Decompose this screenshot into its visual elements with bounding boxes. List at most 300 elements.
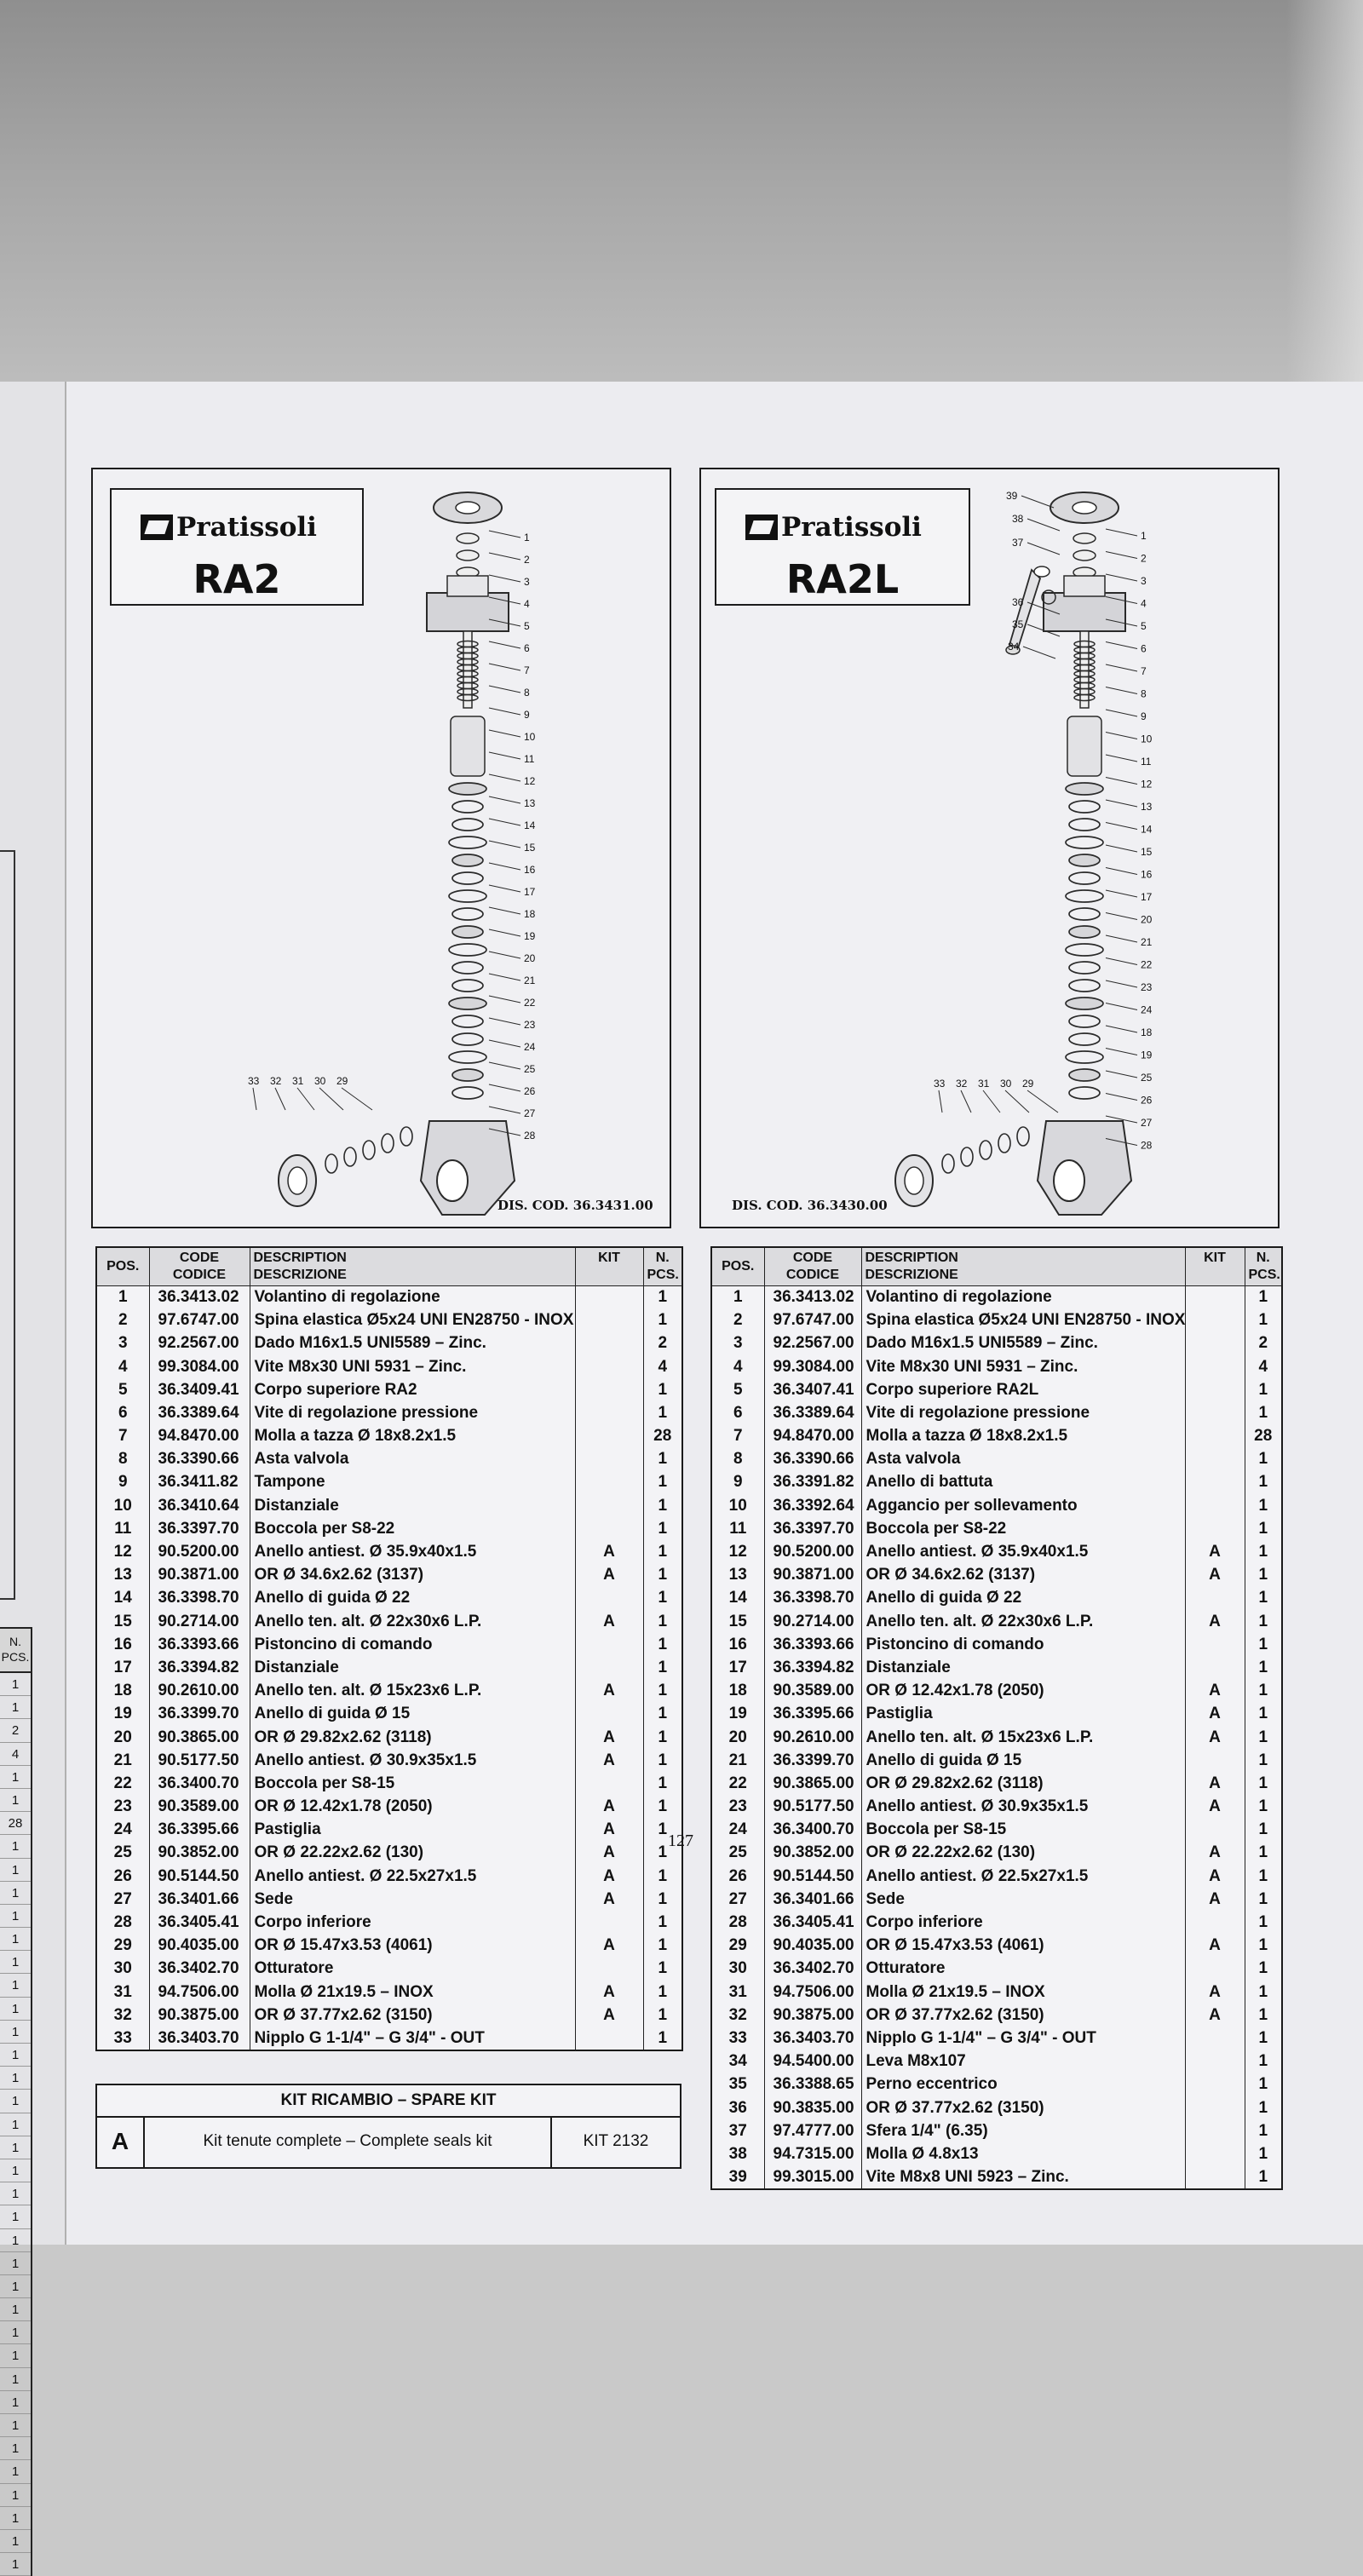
pos-cell: 28	[96, 1912, 149, 1935]
kit-cell	[575, 1657, 643, 1680]
table-row	[96, 1425, 682, 1448]
pos-cell: 10	[96, 1494, 149, 1517]
kit-cell: A	[575, 1749, 643, 1772]
callout-label: 30	[314, 1075, 326, 1087]
table-row	[96, 1286, 682, 1309]
handwheel-hub	[1073, 502, 1096, 514]
code-cell: 90.2610.00	[764, 1726, 861, 1749]
lower-body-shape	[1038, 1121, 1131, 1215]
ring-shape	[1069, 908, 1100, 920]
pos-cell: 33	[711, 2027, 764, 2050]
kit-cell	[1185, 1332, 1245, 1355]
description-cell: Asta valvola	[861, 1448, 1185, 1471]
table-row	[96, 1309, 682, 1332]
table-row	[711, 1958, 1282, 1981]
pcs-cell: 1	[1245, 2073, 1282, 2096]
callout-leader-line	[1027, 1090, 1058, 1113]
code-cell: 36.3400.70	[149, 1772, 250, 1795]
code-cell: 90.3852.00	[149, 1842, 250, 1865]
table-row	[96, 1587, 682, 1610]
pos-cell: 30	[711, 1958, 764, 1981]
pos-cell: 32	[711, 2004, 764, 2027]
previous-page-pcs-cell: 1	[0, 2044, 31, 2067]
callout-label: 5	[1141, 620, 1147, 632]
pos-cell: 11	[711, 1517, 764, 1540]
description-cell: Nipplo G 1-1/4" – G 3/4" - OUT	[250, 2027, 575, 2050]
kit-cell	[1185, 1633, 1245, 1656]
description-cell: Volantino di regolazione	[250, 1286, 575, 1309]
callout-leader-line	[489, 996, 520, 1003]
description-cell: OR Ø 15.47x3.53 (4061)	[861, 1935, 1185, 1958]
callout-label: 32	[956, 1078, 968, 1090]
code-cell: 90.3875.00	[149, 2004, 250, 2027]
ra2-model-title: RA2	[193, 556, 281, 602]
kit-cell	[1185, 2142, 1245, 2165]
kit-cell	[1185, 1471, 1245, 1494]
pos-cell: 12	[96, 1541, 149, 1564]
pcs-cell: 1	[643, 1286, 682, 1309]
callout-label: 21	[524, 975, 536, 986]
check-valve-part-shape	[998, 1134, 1010, 1153]
callout-label: 12	[1141, 778, 1153, 791]
callout-label: 8	[524, 687, 530, 699]
code-cell: 36.3413.02	[149, 1286, 250, 1309]
table-row	[711, 1286, 1282, 1309]
ring-shape	[1069, 1069, 1100, 1081]
pos-cell: 4	[711, 1355, 764, 1378]
kit-cell: A	[575, 1610, 643, 1633]
ra2l-model-title: RA2L	[785, 556, 900, 602]
check-valve-part-shape	[1017, 1127, 1029, 1146]
ring-shape	[449, 783, 486, 795]
table-row	[711, 1494, 1282, 1517]
table-row	[96, 1912, 682, 1935]
kit-cell	[575, 1378, 643, 1401]
pos-cell: 27	[96, 1888, 149, 1911]
pos-cell: 18	[96, 1680, 149, 1703]
table-header-row	[96, 1247, 682, 1286]
ring-shape	[1066, 837, 1103, 848]
table-row	[96, 1772, 682, 1795]
callout-label: 15	[524, 842, 536, 854]
pos-cell: 13	[711, 1564, 764, 1587]
ring-shape	[452, 1033, 483, 1045]
callout-leader-line	[1106, 1026, 1137, 1032]
callout-leader-line	[1106, 845, 1137, 852]
description-header	[250, 1247, 575, 1286]
callout-label: 13	[524, 797, 536, 809]
code-cell: 36.3388.65	[764, 2073, 861, 2096]
pcs-cell: 1	[1245, 1309, 1282, 1332]
callout-leader-line	[1106, 868, 1137, 875]
callout-label: 20	[524, 952, 536, 964]
pos-cell: 32	[96, 2004, 149, 2027]
pos-cell: 25	[711, 1842, 764, 1865]
table-row	[96, 1471, 682, 1494]
description-cell: Sede	[861, 1888, 1185, 1911]
code-cell: 36.3389.64	[764, 1401, 861, 1424]
kit-cell	[575, 1494, 643, 1517]
pcs-cell: 1	[643, 1494, 682, 1517]
pos-cell: 11	[96, 1517, 149, 1540]
code-cell: 36.3401.66	[764, 1888, 861, 1911]
code-cell: 99.3084.00	[764, 1355, 861, 1378]
pos-cell: 13	[96, 1564, 149, 1587]
table-row	[711, 1726, 1282, 1749]
callout-leader-line	[1106, 755, 1137, 762]
previous-page-pcs-cell: 1	[0, 2205, 31, 2228]
description-cell: Corpo superiore RA2L	[861, 1378, 1185, 1401]
kit-header: KIT	[1185, 1247, 1245, 1286]
ring-shape	[452, 980, 483, 992]
code-header-it: CODICE	[172, 1268, 227, 1282]
code-cell: 90.5177.50	[764, 1796, 861, 1819]
previous-page-pcs-cell: 1	[0, 2113, 31, 2136]
spare-kit-title: KIT RICAMBIO – SPARE KIT	[97, 2085, 680, 2118]
callout-label: 32	[270, 1075, 282, 1087]
description-cell: Anello antiest. Ø 30.9x35x1.5	[250, 1749, 575, 1772]
callout-leader-line	[489, 752, 520, 759]
pcs-cell: 1	[1245, 1865, 1282, 1888]
callout-leader-line	[489, 553, 520, 560]
callout-label: 2	[524, 554, 530, 566]
ring-shape	[1066, 998, 1103, 1009]
ra2l-brand-name: Pratissoli	[781, 512, 922, 543]
pcs-cell: 1	[643, 1935, 682, 1958]
callout-leader-line	[489, 686, 520, 693]
previous-page-pcs-cell: 1	[0, 2414, 31, 2437]
ring-shape	[452, 801, 483, 813]
pcs-cell: 1	[1245, 1842, 1282, 1865]
pos-cell: 16	[96, 1633, 149, 1656]
code-cell: 90.2610.00	[149, 1680, 250, 1703]
ring-shape	[1069, 872, 1100, 884]
pos-cell: 20	[711, 1726, 764, 1749]
description-cell: Anello antiest. Ø 35.9x40x1.5	[250, 1541, 575, 1564]
pcs-cell: 1	[1245, 2004, 1282, 2027]
description-cell: Tampone	[250, 1471, 575, 1494]
piston-shape	[1067, 716, 1101, 776]
ra2-drawing-code: DIS. COD. 36.3431.00	[497, 1198, 653, 1213]
description-cell: OR Ø 37.77x2.62 (3150)	[250, 2004, 575, 2027]
pos-cell: 27	[711, 1888, 764, 1911]
description-cell: Sede	[250, 1888, 575, 1911]
ring-shape	[1066, 890, 1103, 902]
pcs-cell: 1	[643, 1981, 682, 2004]
previous-page-pcs-cell: 1	[0, 1951, 31, 1974]
table-row	[96, 1680, 682, 1703]
previous-page-pcs-cell: 1	[0, 1789, 31, 1812]
pcs-cell: 2	[1245, 1332, 1282, 1355]
pcs-cell: 1	[643, 1471, 682, 1494]
pos-cell: 8	[711, 1448, 764, 1471]
ring-shape	[1069, 962, 1100, 974]
pcs-cell: 4	[1245, 1355, 1282, 1378]
description-header-it: DESCRIZIONE	[865, 1268, 958, 1282]
kit-cell: A	[1185, 1541, 1245, 1564]
code-cell: 90.5200.00	[149, 1541, 250, 1564]
pcs-cell: 1	[643, 1726, 682, 1749]
pcs-cell: 1	[643, 1819, 682, 1842]
ring-shape	[1069, 980, 1100, 992]
callout-leader-line	[1106, 529, 1137, 536]
ring-shape	[449, 837, 486, 848]
kit-cell	[1185, 1494, 1245, 1517]
description-cell: Aggancio per sollevamento	[861, 1494, 1185, 1517]
callout-leader-line	[1106, 1003, 1137, 1010]
callout-label: 33	[934, 1078, 946, 1090]
kit-cell	[575, 1703, 643, 1726]
pcs-header-1: N.	[655, 1251, 670, 1265]
kit-cell	[1185, 1958, 1245, 1981]
pcs-header-1: N.	[1256, 1251, 1270, 1265]
kit-cell	[1185, 1425, 1245, 1448]
code-cell: 36.3401.66	[149, 1888, 250, 1911]
description-cell: Anello di guida Ø 15	[250, 1703, 575, 1726]
kit-cell: A	[1185, 1981, 1245, 2004]
description-cell: Molla Ø 4.8x13	[861, 2142, 1185, 2165]
pos-cell: 19	[96, 1703, 149, 1726]
ring-shape	[452, 854, 483, 866]
table-row	[96, 1633, 682, 1656]
ring-shape	[1069, 801, 1100, 813]
ring-shape	[1069, 926, 1100, 938]
table-row	[711, 1355, 1282, 1378]
table-row	[711, 2073, 1282, 2096]
pcs-cell: 1	[643, 2004, 682, 2027]
ring-shape	[1066, 1051, 1103, 1063]
description-cell: Anello ten. alt. Ø 22x30x6 L.P.	[861, 1610, 1185, 1633]
pos-cell: 29	[96, 1935, 149, 1958]
pcs-cell: 1	[643, 1633, 682, 1656]
description-header-en: DESCRIPTION	[865, 1251, 958, 1265]
pos-cell: 2	[96, 1309, 149, 1332]
table-row	[96, 1517, 682, 1540]
kit-cell	[1185, 1309, 1245, 1332]
description-cell: Vite di regolazione pressione	[861, 1401, 1185, 1424]
pos-cell: 19	[711, 1703, 764, 1726]
upper-body-boss	[1064, 576, 1105, 596]
kit-header: KIT	[575, 1247, 643, 1286]
pos-cell: 5	[96, 1378, 149, 1401]
pos-cell: 31	[711, 1981, 764, 2004]
description-cell: Anello antiest. Ø 35.9x40x1.5	[861, 1541, 1185, 1564]
description-cell: Molla a tazza Ø 18x8.2x1.5	[250, 1425, 575, 1448]
code-cell: 36.3399.70	[764, 1749, 861, 1772]
lever-shape	[1009, 570, 1040, 648]
callout-leader-line	[489, 885, 520, 892]
pcs-cell: 1	[643, 1564, 682, 1587]
previous-page-pcs-cell: 1	[0, 2507, 31, 2530]
previous-page-pcs-cell: 2	[0, 1719, 31, 1742]
kit-cell: A	[1185, 1796, 1245, 1819]
table-row	[96, 1378, 682, 1401]
callout-leader-line	[489, 664, 520, 670]
callout-label: 23	[524, 1019, 536, 1031]
code-cell: 90.3871.00	[149, 1564, 250, 1587]
pos-cell: 1	[96, 1286, 149, 1309]
code-cell: 90.3589.00	[149, 1796, 250, 1819]
kit-cell	[575, 2027, 643, 2050]
pcs-cell: 1	[1245, 1935, 1282, 1958]
kit-cell	[575, 1633, 643, 1656]
description-header-en: DESCRIPTION	[253, 1251, 347, 1265]
table-row	[711, 2096, 1282, 2119]
callout-leader-line	[489, 796, 520, 803]
callout-label: 24	[524, 1041, 536, 1053]
description-cell: Molla Ø 21x19.5 – INOX	[861, 1981, 1185, 2004]
description-cell: Anello di guida Ø 22	[861, 1587, 1185, 1610]
callout-label: 2	[1141, 552, 1147, 565]
description-cell: OR Ø 34.6x2.62 (3137)	[250, 1564, 575, 1587]
previous-page-pcs-header: N. PCS.	[0, 1629, 31, 1673]
code-cell: 90.3835.00	[764, 2096, 861, 2119]
previous-page-pcs-cell: 1	[0, 2344, 31, 2367]
code-cell: 36.3405.41	[764, 1912, 861, 1935]
pos-cell: 21	[96, 1749, 149, 1772]
callout-label: 27	[1141, 1117, 1153, 1129]
lower-body-port	[1054, 1160, 1084, 1201]
callout-leader-line	[489, 863, 520, 870]
previous-page-frame	[0, 850, 15, 1600]
description-cell: Anello antiest. Ø 22.5x27x1.5	[861, 1865, 1185, 1888]
description-cell: Perno eccentrico	[861, 2073, 1185, 2096]
callout-label: 1	[1141, 530, 1147, 542]
pos-cell: 39	[711, 2166, 764, 2189]
table-row	[711, 1425, 1282, 1448]
code-cell: 36.3397.70	[149, 1517, 250, 1540]
code-cell: 90.4035.00	[149, 1935, 250, 1958]
table-row	[711, 2166, 1282, 2189]
pcs-cell: 1	[1245, 1772, 1282, 1795]
spare-kit-box	[95, 2084, 682, 2169]
pcs-cell: 1	[1245, 1564, 1282, 1587]
kit-cell: A	[1185, 1564, 1245, 1587]
washer-shape	[1073, 533, 1096, 543]
callout-leader-line	[489, 1040, 520, 1047]
description-cell: Spina elastica Ø5x24 UNI EN28750 - INOX	[861, 1309, 1185, 1332]
callout-leader-line	[489, 1107, 520, 1113]
callout-leader-line	[1106, 552, 1137, 559]
ring-shape	[452, 926, 483, 938]
code-cell: 92.2567.00	[764, 1332, 861, 1355]
previous-page-pcs-cell: 1	[0, 1882, 31, 1905]
callout-leader-line	[489, 1018, 520, 1025]
callout-leader-line	[319, 1088, 343, 1110]
code-cell: 36.3390.66	[149, 1448, 250, 1471]
table-row	[711, 1749, 1282, 1772]
callout-label: 34	[1008, 641, 1020, 653]
callout-label: 5	[524, 620, 530, 632]
callout-leader-line	[1106, 823, 1137, 830]
kit-cell	[1185, 2096, 1245, 2119]
pcs-cell: 1	[1245, 1633, 1282, 1656]
piston-shape	[451, 716, 485, 776]
previous-page-pcs-column	[0, 1627, 32, 2576]
kit-cell: A	[575, 1888, 643, 1911]
previous-page-pcs-cell: 1	[0, 2553, 31, 2576]
callout-leader-line	[1027, 519, 1060, 531]
callout-leader-line	[489, 1084, 520, 1091]
description-cell: OR Ø 12.42x1.78 (2050)	[861, 1680, 1185, 1703]
description-cell: Vite M8x8 UNI 5923 – Zinc.	[861, 2166, 1185, 2189]
pcs-cell: 1	[1245, 1749, 1282, 1772]
code-cell: 36.3389.64	[149, 1401, 250, 1424]
kit-cell: A	[575, 1842, 643, 1865]
table-header-row	[711, 1247, 1282, 1286]
kit-cell	[1185, 1657, 1245, 1680]
page-number: 127	[668, 1831, 693, 1850]
previous-page-pcs-cell: 1	[0, 1905, 31, 1928]
table-row	[711, 1680, 1282, 1703]
table-row	[711, 1865, 1282, 1888]
callout-label: 27	[524, 1107, 536, 1119]
kit-cell	[1185, 1378, 1245, 1401]
pcs-cell: 1	[1245, 1703, 1282, 1726]
callout-label: 11	[524, 753, 535, 765]
callout-label: 36	[1012, 596, 1024, 608]
pcs-cell: 1	[1245, 1401, 1282, 1424]
kit-cell	[1185, 1819, 1245, 1842]
kit-cell	[575, 1309, 643, 1332]
previous-page-pcs-cell: 1	[0, 2530, 31, 2553]
code-cell: 90.2714.00	[149, 1610, 250, 1633]
callout-label: 9	[524, 709, 530, 721]
ra2-brand-box	[110, 488, 364, 606]
ring-shape	[449, 998, 486, 1009]
description-cell: Pastiglia	[250, 1819, 575, 1842]
check-valve-part-shape	[942, 1154, 954, 1173]
table-row	[711, 1471, 1282, 1494]
table-row	[96, 1610, 682, 1633]
pos-cell: 34	[711, 2050, 764, 2073]
pos-cell: 7	[96, 1425, 149, 1448]
callout-label: 28	[1141, 1139, 1153, 1152]
pcs-cell: 1	[1245, 1286, 1282, 1309]
table-row	[711, 2027, 1282, 2050]
kit-cell	[1185, 1587, 1245, 1610]
callout-leader-line	[1005, 1090, 1029, 1113]
pos-cell: 33	[96, 2027, 149, 2050]
callout-label: 12	[524, 775, 536, 787]
table-row	[96, 1981, 682, 2004]
pos-cell: 31	[96, 1981, 149, 2004]
description-cell: Pastiglia	[861, 1703, 1185, 1726]
eccentric-pin-shape	[1034, 566, 1050, 577]
code-cell: 90.3871.00	[764, 1564, 861, 1587]
kit-cell: A	[575, 1680, 643, 1703]
pos-cell: 15	[96, 1610, 149, 1633]
callout-label: 14	[1141, 823, 1153, 836]
ring-shape	[1069, 1087, 1100, 1099]
callout-label: 21	[1141, 936, 1153, 948]
description-cell: Corpo inferiore	[861, 1912, 1185, 1935]
previous-page-pcs-cell: 1	[0, 2437, 31, 2460]
kit-cell: A	[1185, 1680, 1245, 1703]
ra2-brand-name: Pratissoli	[176, 512, 317, 543]
ring-shape	[449, 1051, 486, 1063]
callout-label: 25	[524, 1063, 536, 1075]
code-cell: 97.4777.00	[764, 2119, 861, 2142]
callout-leader-line	[489, 929, 520, 936]
callout-leader-line	[939, 1090, 942, 1113]
ra2-brand	[141, 510, 317, 544]
description-cell: Leva M8x107	[861, 2050, 1185, 2073]
ring-shape	[1069, 819, 1100, 831]
ring-shape	[452, 962, 483, 974]
table-row	[96, 1796, 682, 1819]
kit-cell: A	[1185, 1610, 1245, 1633]
